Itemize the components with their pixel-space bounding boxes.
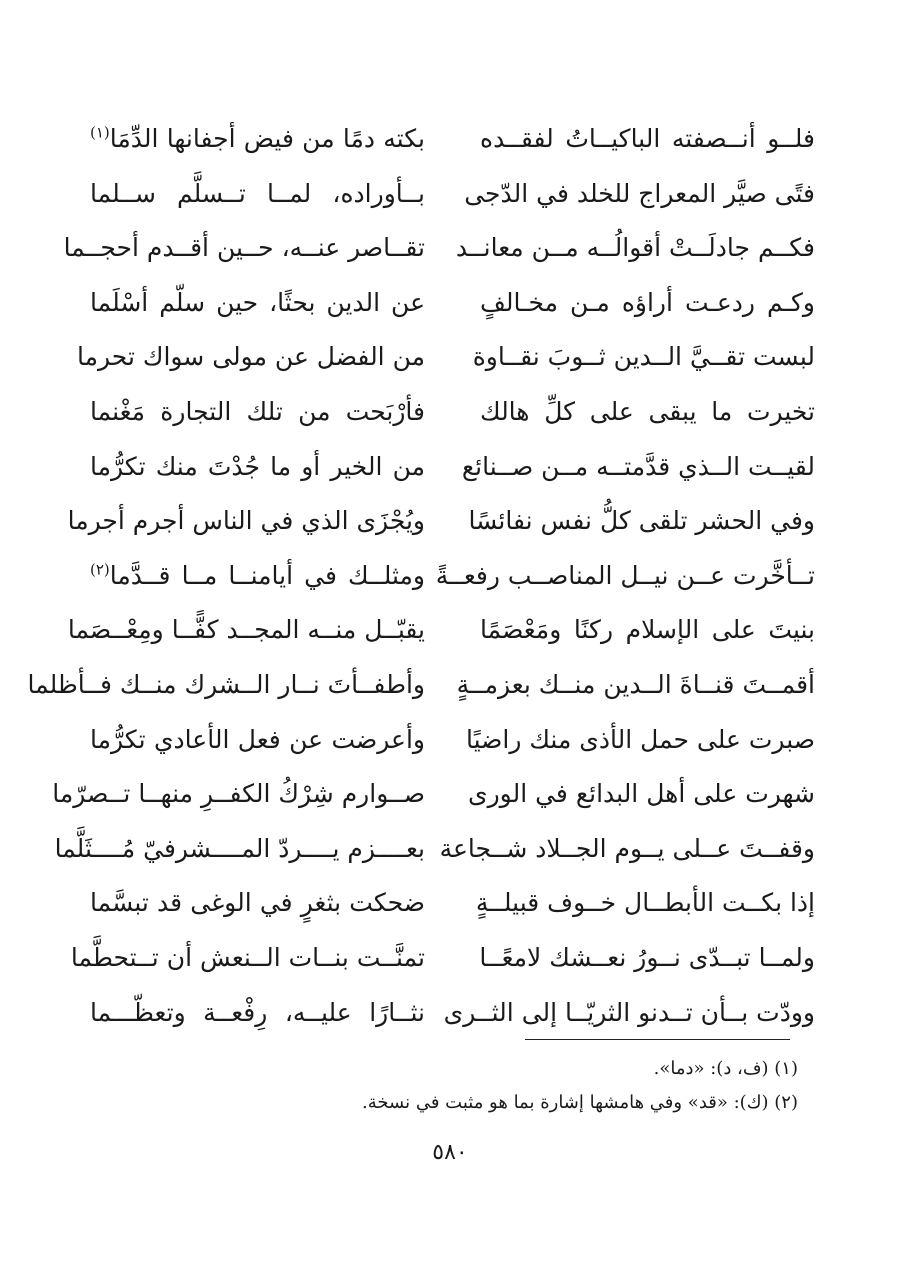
verse-second-hemistich: من الفضل عن مولى سواك تحرما — [77, 342, 425, 372]
footnote-item: (١) (ف، د): «دما». — [653, 1058, 798, 1079]
verse-line — [90, 986, 815, 1041]
verse-line — [63, 221, 815, 276]
verse-second-hemistich — [90, 112, 425, 166]
footnote-divider — [525, 1039, 790, 1040]
verse-second-hemistich-text: ومثلــك في أيامنــا مــا قــدَّما — [109, 560, 425, 590]
verse-first-hemistich: تخيرت ما يبقى على كلِّ هالك — [480, 396, 815, 426]
verse-first-hemistich: لقيــت الــذي قدَّمتــه مــن صــنائع — [461, 451, 815, 481]
verse-first-hemistich: وودّت بــأن تــدنو الثريّــا إلى الثــرى — [443, 997, 815, 1027]
verse-second-hemistich: وأعرضت عن فعل الأعادي تكرُّما — [90, 724, 425, 754]
verse-second-hemistich: بــأوراده، لمــا تــسلَّم ســلما — [90, 178, 425, 208]
verse-line — [90, 385, 815, 440]
verse-line — [90, 440, 815, 495]
verse-first-hemistich: وكـم ردعـت أراؤه مـن مخـالفٍ — [480, 287, 815, 317]
verse-first-hemistich: فلــو أنــصفته الباكيــاتُ لفقــده — [480, 124, 815, 153]
footnote-item: (٢) (ك): «قد» وفي هامشها إشارة بما هو مثبت في نسخة. — [362, 1092, 798, 1113]
verse-line — [54, 822, 815, 877]
verse-line — [67, 494, 815, 549]
verse-line — [90, 167, 815, 222]
verse-first-hemistich: وقفــتَ عــلى يــوم الجــلاد شــجاعة — [439, 833, 815, 863]
page-number: ٥٨٠ — [432, 1140, 468, 1165]
verse-second-hemistich: تمنَّــت بنــات الــنعش أن تــتحطَّما — [70, 942, 425, 972]
verse-second-hemistich: فأرْبَحت من تلك التجارة مَغْنما — [90, 396, 425, 426]
verse-line — [52, 767, 815, 822]
verse-second-hemistich: يقبّــل منــه المجــد كفًّــا ومِعْــصَما — [67, 615, 425, 645]
verse-line — [90, 549, 815, 604]
poem-verses — [27, 112, 815, 1040]
verse-second-hemistich: من الخير أو ما جُدْتَ منك تكرُّما — [90, 451, 425, 481]
verse-first-hemistich: أقمــتَ قنــاةَ الــدين منــك بعزمــةٍ — [456, 669, 815, 699]
verse-second-hemistich: وأطفــأتَ نــار الــشرك منــك فــأظلما — [27, 669, 425, 699]
verse-second-hemistich: نثــارًا عليــه، رِفْعــة وتعظّـــما — [90, 997, 425, 1027]
verse-second-hemistich: صــوارم شِرْكُ الكفــرِ منهــا تــصرّما — [52, 779, 425, 809]
verse-second-hemistich: بعــــزم يــــردّ المــــشرفيّ مُــــثَلَّما — [54, 833, 425, 863]
verse-line — [90, 713, 815, 768]
verse-second-hemistich: ضحكت بثغرٍ في الوغى قد تبسَّما — [90, 888, 425, 918]
verse-first-hemistich: فتًى صيَّر المعراج للخلد في الدّجى — [464, 178, 815, 208]
verse-second-hemistich: ويُجْزَى الذي في الناس أجرم أجرما — [67, 506, 425, 536]
footnotes — [200, 1052, 798, 1120]
footnote-reference: (١) — [90, 123, 110, 142]
verse-line — [70, 931, 815, 986]
verse-line — [27, 658, 815, 713]
verse-first-hemistich: فكــم جادلَــتْ أقوالُــه مــن معانــد — [455, 233, 815, 263]
verse-first-hemistich: صبرت على حمل الأذى منك راضيًا — [466, 724, 815, 754]
verse-second-hemistich — [90, 549, 425, 603]
verse-line — [77, 330, 815, 385]
verse-first-hemistich: لبست تقــيَّ الــدين ثــوبَ نقــاوة — [472, 342, 815, 372]
verse-second-hemistich: تقــاصر عنــه، حــين أقــدم أحجــما — [63, 233, 425, 263]
verse-second-hemistich: عن الدين بحثًا، حين سلّم أسْلَما — [90, 287, 425, 317]
verse-first-hemistich: بنيتَ على الإسلام ركنًا ومَعْصَمًا — [480, 615, 815, 645]
verse-first-hemistich: تــأخَّرت عــن نيــل المناصــب رفعــةً — [435, 560, 815, 590]
verse-first-hemistich: إذا بكــت الأبطــال خــوف قبيلــةٍ — [475, 888, 815, 918]
verse-line — [90, 276, 815, 331]
verse-second-hemistich-text: بكته دمًا من فيض أجفانها الدِّمَا — [109, 124, 425, 153]
verse-line — [90, 876, 815, 931]
verse-first-hemistich: شهرت على أهل البدائع في الورى — [468, 779, 815, 809]
verse-line — [90, 112, 815, 167]
verse-line — [67, 603, 815, 658]
footnote-reference: (٢) — [90, 560, 110, 579]
verse-first-hemistich: وفي الحشر تلقى كلُّ نفس نفائسًا — [468, 506, 815, 536]
verse-first-hemistich: ولمــا تبــدّى نــورُ نعــشك لامعًــا — [479, 942, 815, 972]
